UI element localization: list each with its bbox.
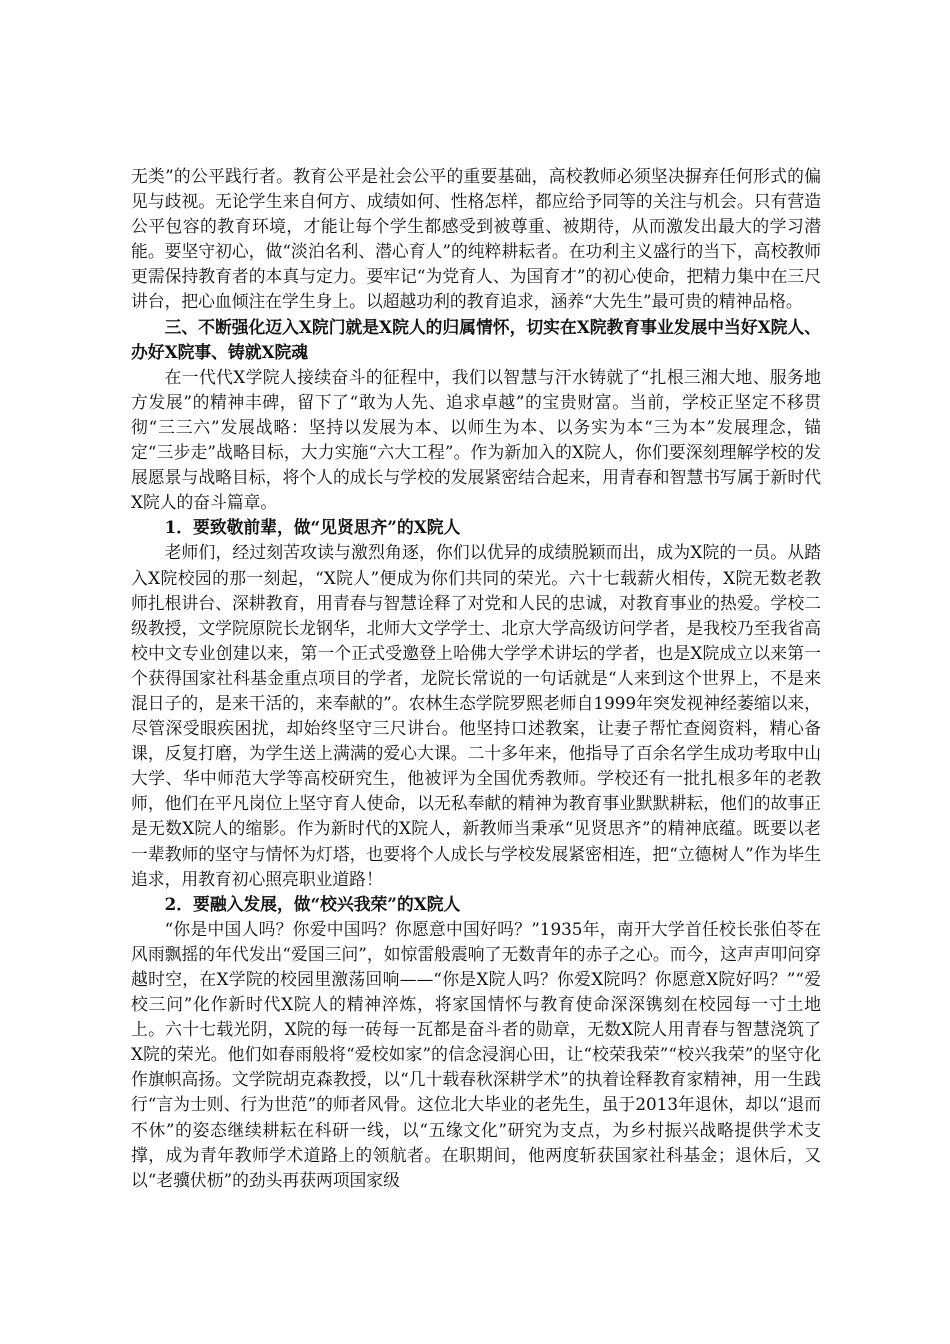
body-paragraph: 在一代代X学院人接续奋斗的征程中，我们以智慧与汗水铸就了“扎根三湘大地、服务地方发展”的精神丰碑，留下了“敢为人先、追求卓越”的宝贵财富。当前，学校正坚定不移贯彻“三三六”发展战略：坚持以发展为本、以师生为本、以务实为本“三为本”发展理念，锚定“三步走”战略目标，大力实施“六大工程”。作为新加入的X院人，你们要深刻理解学校的发展愿景与战略目标，将个人的成长与学校的发展紧密结合起来，用青春和智慧书写属于新时代X院人的奋斗篇章。 (131, 366, 821, 513)
body-paragraph: 老师们，经过刻苦攻读与激烈角逐，你们以优异的成绩脱颖而出，成为X院的一员。从踏入X院校园的那一刻起，“X院人”便成为你们共同的荣光。六十七载薪火相传，X院无数老教师扎根讲台、深耕教育，用青春与智慧诠释了对党和人民的忠诚，对教育事业的热爱。学校二级教授，文学院原院长龙钢华，北师大文学学士、北京大学高级访问学者，是我校乃至我省高校中文专业创建以来，第一个正式受邀登上哈佛大学学术讲坛的学者，也是X院成立以来第一个获得国家社科基金重点项目的学者，龙院长常说的一句话就是“人来到这个世界上，不是来混日子的，是来干活的，来奉献的”。农林生态学院罗熙老师自1999年突发视神经萎缩以来，尽管深受眼疾困扰，却始终坚守三尺讲台。他坚持口述教案，让妻子帮忙查阅资料，精心备课，反复打磨，为学生送上满满的爱心大课。二十多年来，他指导了百余名学生成功考取中山大学、华中师范大学等高校研究生，他被评为全国优秀教师。学校还有一批扎根多年的老教师，他们在平凡岗位上坚守育人使命，以无私奉献的精神为教育事业默默耕耘，他们的故事正是无数X院人的缩影。作为新时代的X院人，新教师当秉承“见贤思齐”的精神底蕴。既要以老一辈教师的坚守与情怀为灯塔，也要将个人成长与学校发展紧密相连，把“立德树人”作为毕生追求，用教育初心照亮职业道路！ (131, 542, 821, 889)
subsection-heading: 2．要融入发展，做“校兴我荣”的X院人 (164, 893, 461, 914)
body-paragraph: 无类”的公平践行者。教育公平是社会公平的重要基础，高校教师必须坚决摒弃任何形式的偏见与歧视。无论学生来自何方、成绩如何、性格怎样，都应给予同等的关注与机会。只有营造公平包容的教育环境，才能让每个学生都感受到被尊重、被期待，从而激发出最大的学习潜能。要坚守初心，做“淡泊名利、潜心育人”的纯粹耕耘者。在功利主义盛行的当下，高校教师更需保持教育者的本真与定力。要牢记“为党育人、为国育才”的初心使命，把精力集中在三尺讲台，把心血倾注在学生身上。以超越功利的教育追求，涵养“大先生”最可贵的精神品格。 (131, 166, 821, 312)
section-heading: 三、不断强化迈入X院门就是X院人的归属情怀，切实在X院教育事业发展中当好X院人、办好X院事、铸就X院魂 (131, 316, 821, 362)
body-paragraph: “你是中国人吗？你爱中国吗？你愿意中国好吗？”1935年，南开大学首任校长张伯苓在风雨飘摇的年代发出“爱国三问”，如惊雷般震响了无数青年的赤子之心。而今，这声声叩问穿越时空，在X学院的校园里激荡回响——“你是X院人吗？你爱X院吗？你愿意X院好吗？”“爱校三问”化作新时代X院人的精神淬炼，将家国情怀与教育使命深深镌刻在校园每一寸土地上。六十七载光阴，X院的每一砖每一瓦都是奋斗者的勋章，无数X院人用青春与智慧浇筑了X院的荣光。他们如春雨般将“爱校如家”的信念浸润心田，让“校荣我荣”“校兴我荣”的坚守化作旗帜高扬。文学院胡克森教授，以“几十载春秋深耕学术”的执着诠释教育家精神，用一生践行“言为士则、行为世范”的师者风骨。这位北大毕业的老先生，虽于2013年退休，却以“退而不休”的姿态继续耕耘在科研一线，以“五缘文化”研究为支点，为乡村振兴战略提供学术支撑，成为青年教师学术道路上的领航者。在职期间，他两度斩获国家社科基金；退休后，又以“老骥伏枥”的劲头再获两项国家级 (131, 918, 821, 1190)
subsection-heading: 1．要致敬前辈，做“见贤思齐”的X院人 (164, 517, 461, 538)
document-page (131, 164, 821, 1193)
